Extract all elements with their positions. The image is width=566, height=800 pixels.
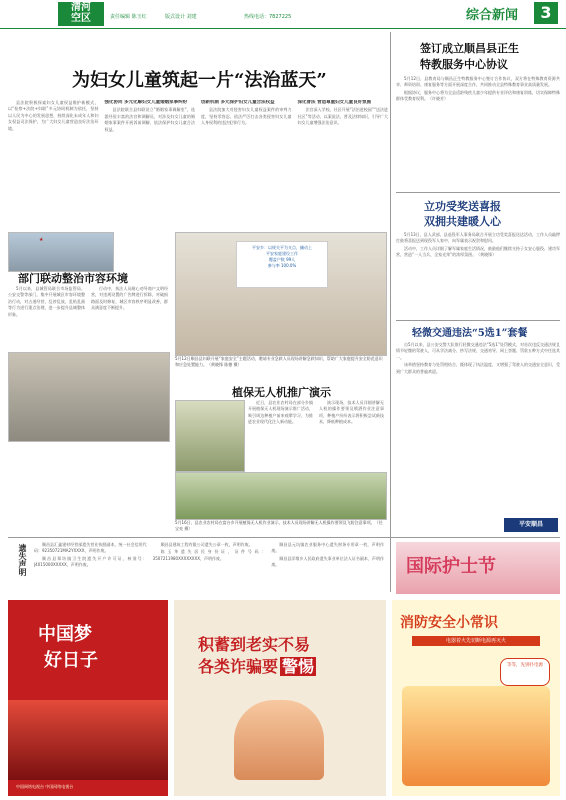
right1-headline-line2: 特教服务中心协议 [420, 58, 508, 71]
right2-paragraph: 5月13日，县人武部、县退役军人事务局联合开展立功受奖喜报送达活动，工作人员敲锣打鼓将喜报送到现役军人家中，向军属表示祝贺和慰问。 [396, 232, 560, 244]
ad2-line2-text: 各类诈骗要 [198, 657, 279, 676]
notice-item: 陈玉华遗失居民身份证，证件号码：3507211980XXXXXXXX，声明作废。 [152, 549, 266, 561]
right3-headline: 轻微交通违法“5选1”套餐 [412, 328, 528, 339]
main-paragraph: 县法院联合县妇联设立“婚姻家事调解室”，选派经验丰富的法官和调解员，对涉及妇女儿童的婚姻家事案件开展诉前调解，依法保护妇女儿童合法权益。 [104, 107, 195, 132]
ad2-illustration [234, 700, 324, 780]
story3-paragraph: 近日，县农业农村局在部分乡镇开展植保无人机现场演示推广活动，吸引周边种植户前来观摩学习，为推进农业现代化注入新动能。 [248, 400, 313, 425]
right1-headline-line1: 签订成立顺昌县正生 [420, 42, 519, 55]
ad4-title: 消防安全小常识 [400, 615, 498, 631]
story2-body [8, 286, 168, 350]
notice-item: 顺昌县元坑镇农业服务中心遗失财务专用章一枚，声明作废。 [271, 542, 384, 554]
right3-paragraph: 自5月以来，县公安交警大队推行轻微交通违法“5选1”处罚模式，对首次违反交通法规且情节轻微的驾驶人，可从学法减分、抄写法规、交通劝导、网上答题、罚款五种方式中任选其一。 [396, 342, 560, 360]
right2-paragraph: 活动中，工作人员详细了解军属家庭生活情况，鼓励他们继续支持子女安心服役、建功军营，营造“一人当兵、全家光荣”的浓厚氛围。（黄晓锋） [396, 245, 560, 258]
section-title: 综合新闻 [466, 8, 519, 23]
section-rule [396, 192, 560, 193]
notice-item: 顺昌县建筑工程有限公司遗失公章一枚，声明作废。 [160, 542, 253, 547]
right1-paragraph: 5月12日，县教育局与顺昌正生特教服务中心签订合作协议，双方将在特殊教育资源共享、师资培训、康复服务等方面开展深度合作，共同推动全县特殊教育事业高质量发展。 [396, 76, 560, 88]
notice-list [34, 542, 384, 594]
right2-body [396, 232, 560, 318]
editor-credit: 责任编辑 陈玉红 [110, 14, 147, 20]
logo-line-2: 空区 [71, 13, 91, 24]
ad-anti-fraud [174, 600, 386, 796]
notice-item: 顺昌县郑坊镇卫生院遗失开户许可证，核准号：J4015000XXXXX，声明作废。 [34, 555, 147, 568]
ad2-highlight: 警惕 [282, 657, 315, 676]
ad4-subtitle: 电器着火先切断电源再灭火 [412, 636, 540, 646]
main-subhead: 深化普法 营造尊重妇女儿童良好氛围 [297, 100, 372, 105]
ad1-illustration [8, 700, 168, 780]
designer-credit: 版式设计 刘建 [165, 14, 197, 20]
ad4-illustration [402, 686, 550, 786]
notice-title: 遗失声明 [18, 544, 28, 576]
newspaper-logo [58, 2, 104, 26]
poster-line: 平安乡：以规关平为支点，撬动上 [252, 245, 312, 250]
ad-nurses-title: 国际护士节 [406, 556, 496, 577]
photo-drone-demo [175, 400, 245, 472]
page-number: 3 [534, 2, 558, 24]
story2-headline: 部门联动整治市容环境 [18, 272, 128, 285]
story3-body [248, 400, 384, 470]
story3-headline: 植保无人机推广演示 [232, 386, 331, 399]
main-paragraph: 县法院积极探索妇女儿童权益维护新模式，以“检察+法院+妇联”多元协同机制为依托，坚持以人民为中心的发展思想，持续深化未成年人和妇女权益司法保护，为广大妇女儿童营造良好法治环境。 [8, 100, 99, 131]
masthead [0, 0, 566, 29]
story2-paragraph: 5月以来，县城管局联合市场监管局、公安交警等部门，集中开展城区市容环境整治行动，对占道经营、乱停乱放、乱贴乱画等行为进行重点治理，进一步提升县城整体形象。 [8, 286, 85, 317]
notice-item: 顺昌县汇鑫建材经营部遗失营业执照副本，统一社会信用代码：92350721MA2YXXXX，声明作废。 [34, 542, 147, 554]
ad1-title-line2: 好日子 [44, 650, 98, 671]
story2-paragraph: 行动中，执法人员耐心劝导商户文明经营，对违规设置的广告牌进行拆除，对破损路面及时修复，城区市容秩序明显改善，群众满意度不断提升。 [91, 286, 168, 311]
main-subhead: 强化协同 多元化解妇女儿童婚姻家事纠纷 [104, 100, 188, 105]
ad1-title-line1: 中国梦 [38, 624, 92, 645]
poster-line: 平安家庭建设工作 [266, 251, 298, 256]
photo-family-safety-event [175, 232, 387, 356]
main-subhead: 创新机制 多元保护妇女儿童合法权益 [201, 100, 275, 105]
section-rule [8, 537, 560, 538]
photo-students-event [8, 232, 114, 272]
ad4-speech-bubble: 等等，先别扑电源 [500, 658, 550, 686]
right1-paragraph: 根据协议，服务中心将为全县适龄残疾儿童少年提供专业评估和康复训练，切实保障特殊群体受教育权利。（许晓芳） [396, 89, 560, 102]
ad-fire-safety [392, 600, 560, 796]
ad-nurses-day [396, 542, 560, 594]
main-paragraph: 县法院加大对侵害妇女儿童权益案件的审判力度，坚持零容忍，依法严厉打击各类侵害妇女儿童人身权利的违法犯罪行为。 [201, 107, 292, 126]
hotline: 热线电话：7827225 [244, 14, 292, 20]
story3-paragraph: 演示现场，技术人员详细讲解无人机的操作要领及喷洒作业注意事项，种植户纷纷表示将积极尝试新技术，降低种植成本。 [319, 400, 384, 425]
ad2-line2 [198, 654, 316, 677]
ad2-line1: 积蓄到老实不易 [198, 635, 311, 654]
poster-line: 覆盖户数 99人 [268, 257, 296, 262]
main-headline: 为妇女儿童筑起一片“法治蓝天” [72, 70, 327, 91]
ad-china-dream [8, 600, 168, 796]
safety-badge: 平安顺昌 [504, 518, 558, 532]
column-divider [390, 32, 391, 592]
main-paragraph: 法官深入学校、社区开展“法治进校园”“送法进社区”等活动，以案说法，普及法律知识，引导广大妇女儿童增强法治意识。 [297, 107, 388, 126]
photo-city-inspection [8, 352, 170, 442]
photo-drone-field [175, 472, 387, 520]
right3-body [396, 342, 560, 520]
ad1-footer: 中国网络电视台 中国网络电视台 [16, 784, 74, 789]
center-photo-caption: 5月12日顺昌县妇联开展“家庭安全”主题活动，邀请专业急救人员现场讲解急救知识，帮助广大家庭提升安全防范意识和应急处置能力。（黄晓锋 陈德 摄） [175, 356, 383, 367]
photo-banner-text: ★ [39, 237, 44, 243]
poster-line: 参与率 100.0% [267, 263, 297, 268]
right2-headline-line1: 立功受奖送喜报 [424, 200, 501, 213]
right1-body [396, 76, 560, 176]
main-article-body [8, 100, 388, 230]
right2-headline-line2: 双拥共建暖人心 [424, 215, 501, 228]
notice-item: 顺昌县洋墩乡人民政府遗失事业单位法人证书副本，声明作废。 [271, 555, 384, 568]
right3-paragraph: 该举措坚持教育与处罚相结合，既体现了执法温度，又增强了驾驶人的交通安全意识，受到广大群众的普遍欢迎。 [396, 362, 560, 374]
section-rule [396, 320, 560, 321]
event-poster-board [236, 241, 328, 288]
logo-line-1: 清河 [71, 2, 91, 13]
story3-photo-caption: 5月16日，县农业农村局在富台乡开展植保无人机作业演示，技术人员现场讲解无人机操作要领及飞防注意事项。（任宝亮 摄） [175, 520, 383, 531]
